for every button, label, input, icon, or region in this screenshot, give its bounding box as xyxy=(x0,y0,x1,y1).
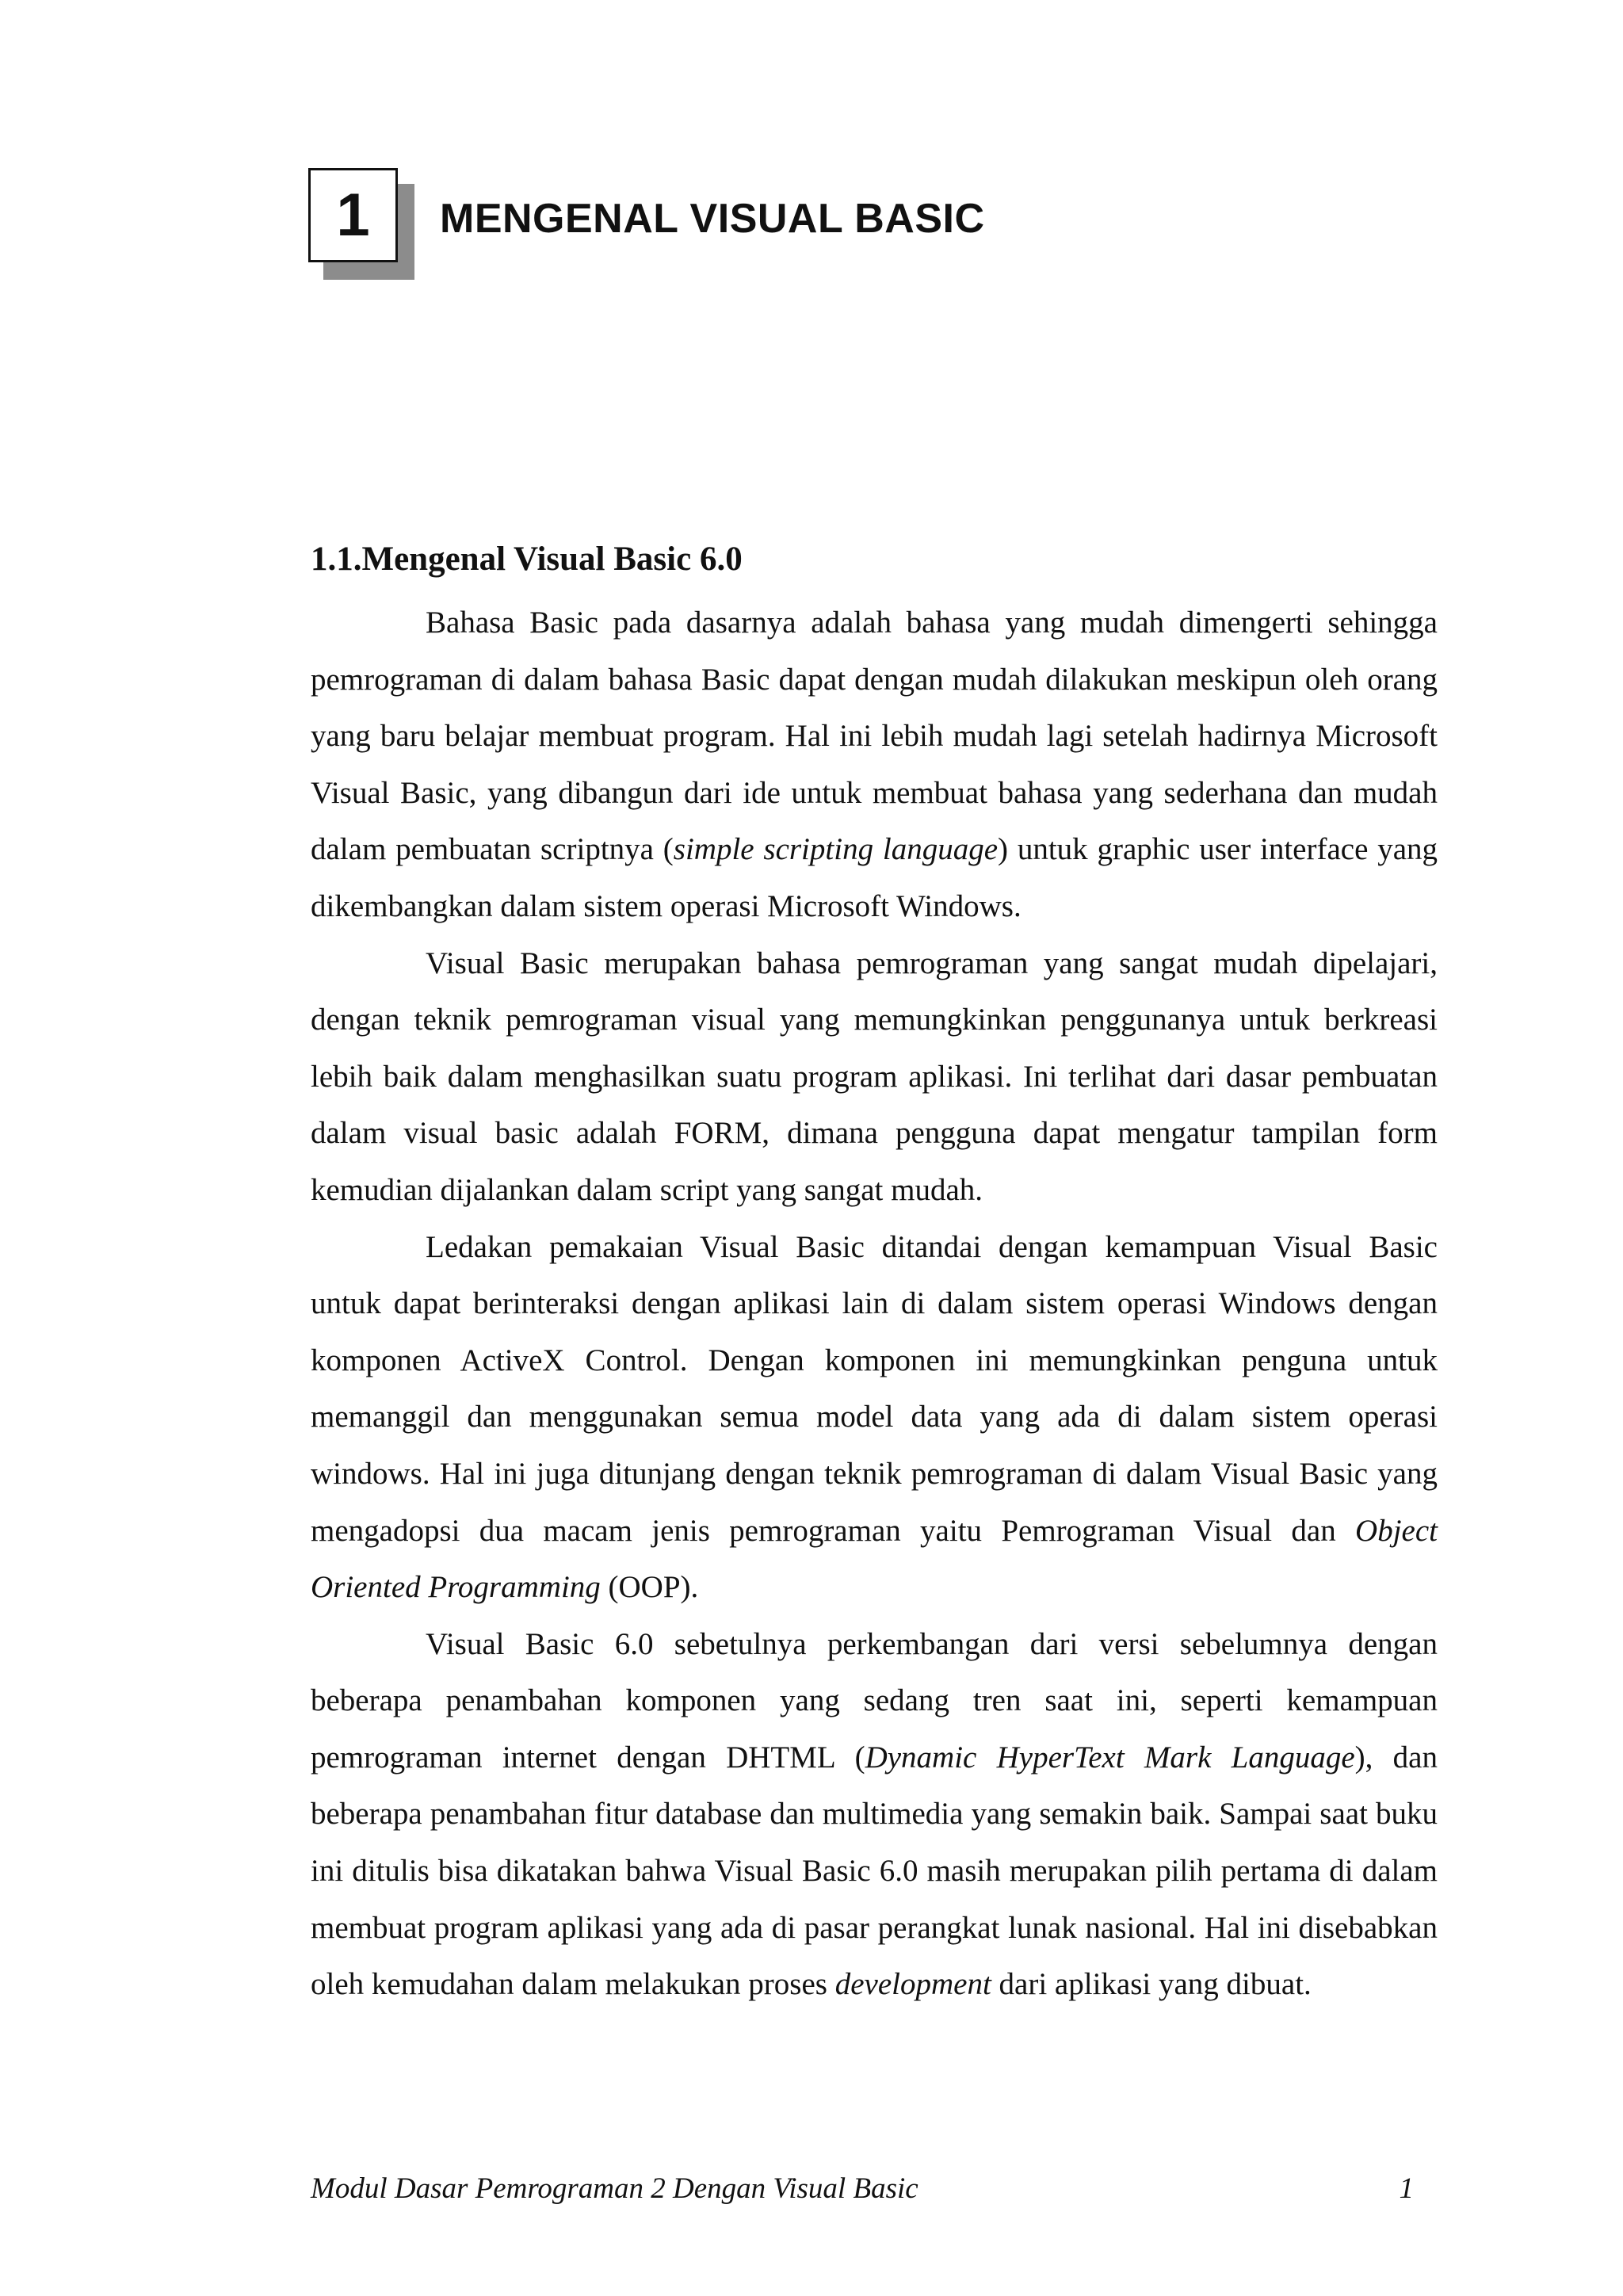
page-number: 1 xyxy=(1399,2172,1414,2205)
body-text xyxy=(311,594,1438,2013)
paragraph-3 xyxy=(311,1219,1438,1616)
paragraph-emphasis: simple scripting language xyxy=(673,832,999,867)
paragraph-text: Bahasa Basic pada dasarnya adalah bahasa yang mudah dimengerti sehingga pemrograman di dalam bahasa Basic dapat dengan mudah dilakukan meskipun oleh orang yang baru belajar membuat program. Hal ini lebih mudah lagi setelah hadirnya Microsoft Visual Basic, yang dibangun dari ide untuk membuat bahasa yang sederhana dan mudah dalam pembuatan scriptnya ( xyxy=(311,606,1438,867)
paragraph-1 xyxy=(311,594,1438,935)
section-heading: 1.1.Mengenal Visual Basic 6.0 xyxy=(311,541,743,578)
paragraph-emphasis: development xyxy=(834,1967,991,2002)
paragraph-emphasis: Object Oriented Programming xyxy=(311,1513,1438,1605)
paragraph-text: Ledakan pemakaian Visual Basic ditandai dengan kemampuan Visual Basic untuk dapat berinteraksi dengan aplikasi lain di dalam sistem operasi Windows dengan komponen ActiveX Control. Dengan komponen ini memungkinkan penguna untuk memanggil dan menggunakan semua model data yang ada di dalam sistem operasi windows. Hal ini juga ditunjang dengan teknik pemrograman di dalam Visual Basic yang mengadopsi dua macam jenis pemrograman yaitu Pemrograman Visual dan xyxy=(311,1229,1438,1548)
paragraph-2 xyxy=(311,935,1438,1219)
paragraph-text: dari aplikasi yang dibuat. xyxy=(991,1967,1312,2002)
chapter-title: MENGENAL VISUAL BASIC xyxy=(440,196,985,242)
paragraph-text: (OOP). xyxy=(600,1570,699,1605)
paragraph-4 xyxy=(311,1616,1438,2013)
chapter-number-box xyxy=(308,168,398,262)
paragraph-text: Visual Basic merupakan bahasa pemrograman yang sangat mudah dipelajari, dengan teknik pemrograman visual yang memungkinkan penggunanya untuk berkreasi lebih baik dalam menghasilkan suatu program aplikasi. Ini terlihat dari dasar pembuatan dalam visual basic adalah FORM, dimana pengguna dapat mengatur tampilan form kemudian dijalankan dalam script yang sangat mudah. xyxy=(311,946,1438,1207)
paragraph-text: Visual Basic 6.0 sebetulnya perkembangan dari versi sebelumnya dengan beberapa penambahan komponen yang sedang tren saat ini, seperti kemampuan pemrograman internet dengan DHTML ( xyxy=(311,1626,1438,1775)
paragraph-emphasis: Dynamic HyperText Mark Language xyxy=(865,1740,1355,1775)
paragraph-text: ) untuk graphic user interface yang dikembangkan dalam sistem operasi Microsoft Windows. xyxy=(311,832,1438,923)
chapter-number: 1 xyxy=(336,181,370,249)
paragraph-text: ), dan beberapa penambahan fitur database dan multimedia yang semakin baik. Sampai saat buku ini ditulis bisa dikatakan bahwa Visual Basic 6.0 masih merupakan pilih pertama di dalam membuat program aplikasi yang ada di pasar perangkat lunak nasional. Hal ini disebabkan oleh kemudahan dalam melakukan proses xyxy=(311,1740,1438,2002)
footer-book-title: Modul Dasar Pemrograman 2 Dengan Visual Basic xyxy=(311,2172,918,2205)
